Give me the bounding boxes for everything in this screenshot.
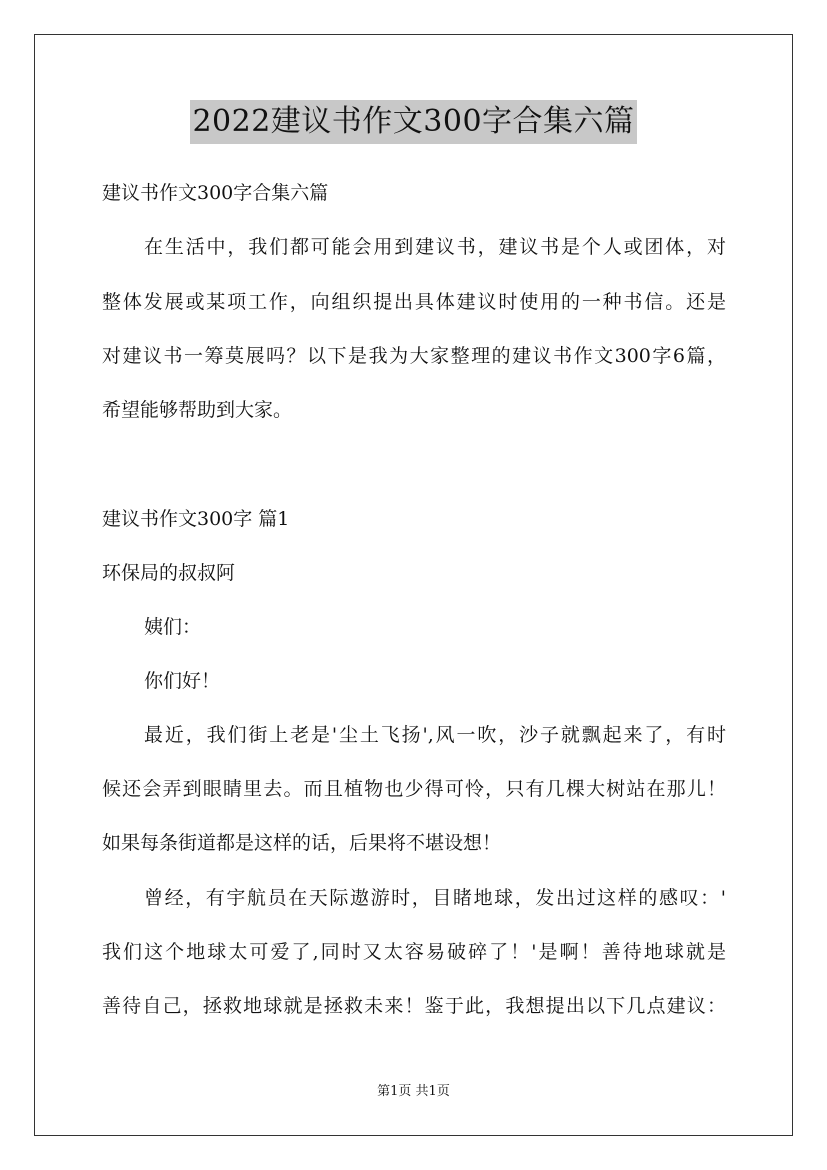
body-line: 我们这个地球太可爱了,同时又太容易破碎了！'是啊！善待地球就是 xyxy=(102,941,726,963)
title-area xyxy=(0,100,827,144)
subtitle: 建议书作文300字合集六篇 xyxy=(102,182,329,204)
body-line: 最近，我们街上老是'尘土飞扬',风一吹，沙子就飘起来了，有时 xyxy=(144,724,726,746)
intro-line: 整体发展或某项工作，向组织提出具体建议时使用的一种书信。还是 xyxy=(102,291,726,313)
intro-line: 希望能够帮助到大家。 xyxy=(102,399,293,421)
body-line: 善待自己，拯救地球就是拯救未来！鉴于此，我想提出以下几点建议： xyxy=(102,995,726,1017)
document-title: 2022建议书作文300字合集六篇 xyxy=(190,100,636,144)
intro-line: 对建议书一筹莫展吗？以下是我为大家整理的建议书作文300字6篇， xyxy=(102,345,726,367)
salutation-line: 环保局的叔叔阿 xyxy=(102,562,236,584)
page-number-footer: 第1页 共1页 xyxy=(377,1084,450,1099)
section-heading: 建议书作文300字 篇1 xyxy=(102,508,290,530)
greeting: 你们好！ xyxy=(144,670,221,692)
intro-line: 在生活中，我们都可能会用到建议书，建议书是个人或团体，对 xyxy=(144,236,726,258)
body-line: 如果每条街道都是这样的话，后果将不堪设想！ xyxy=(102,832,502,854)
body-line: 候还会弄到眼睛里去。而且植物也少得可怜，只有几棵大树站在那儿！ xyxy=(102,778,726,800)
body-line: 曾经，有宇航员在天际遨游时，目睹地球，发出过这样的感叹：' xyxy=(144,887,726,909)
salutation-line: 姨们： xyxy=(144,616,202,638)
